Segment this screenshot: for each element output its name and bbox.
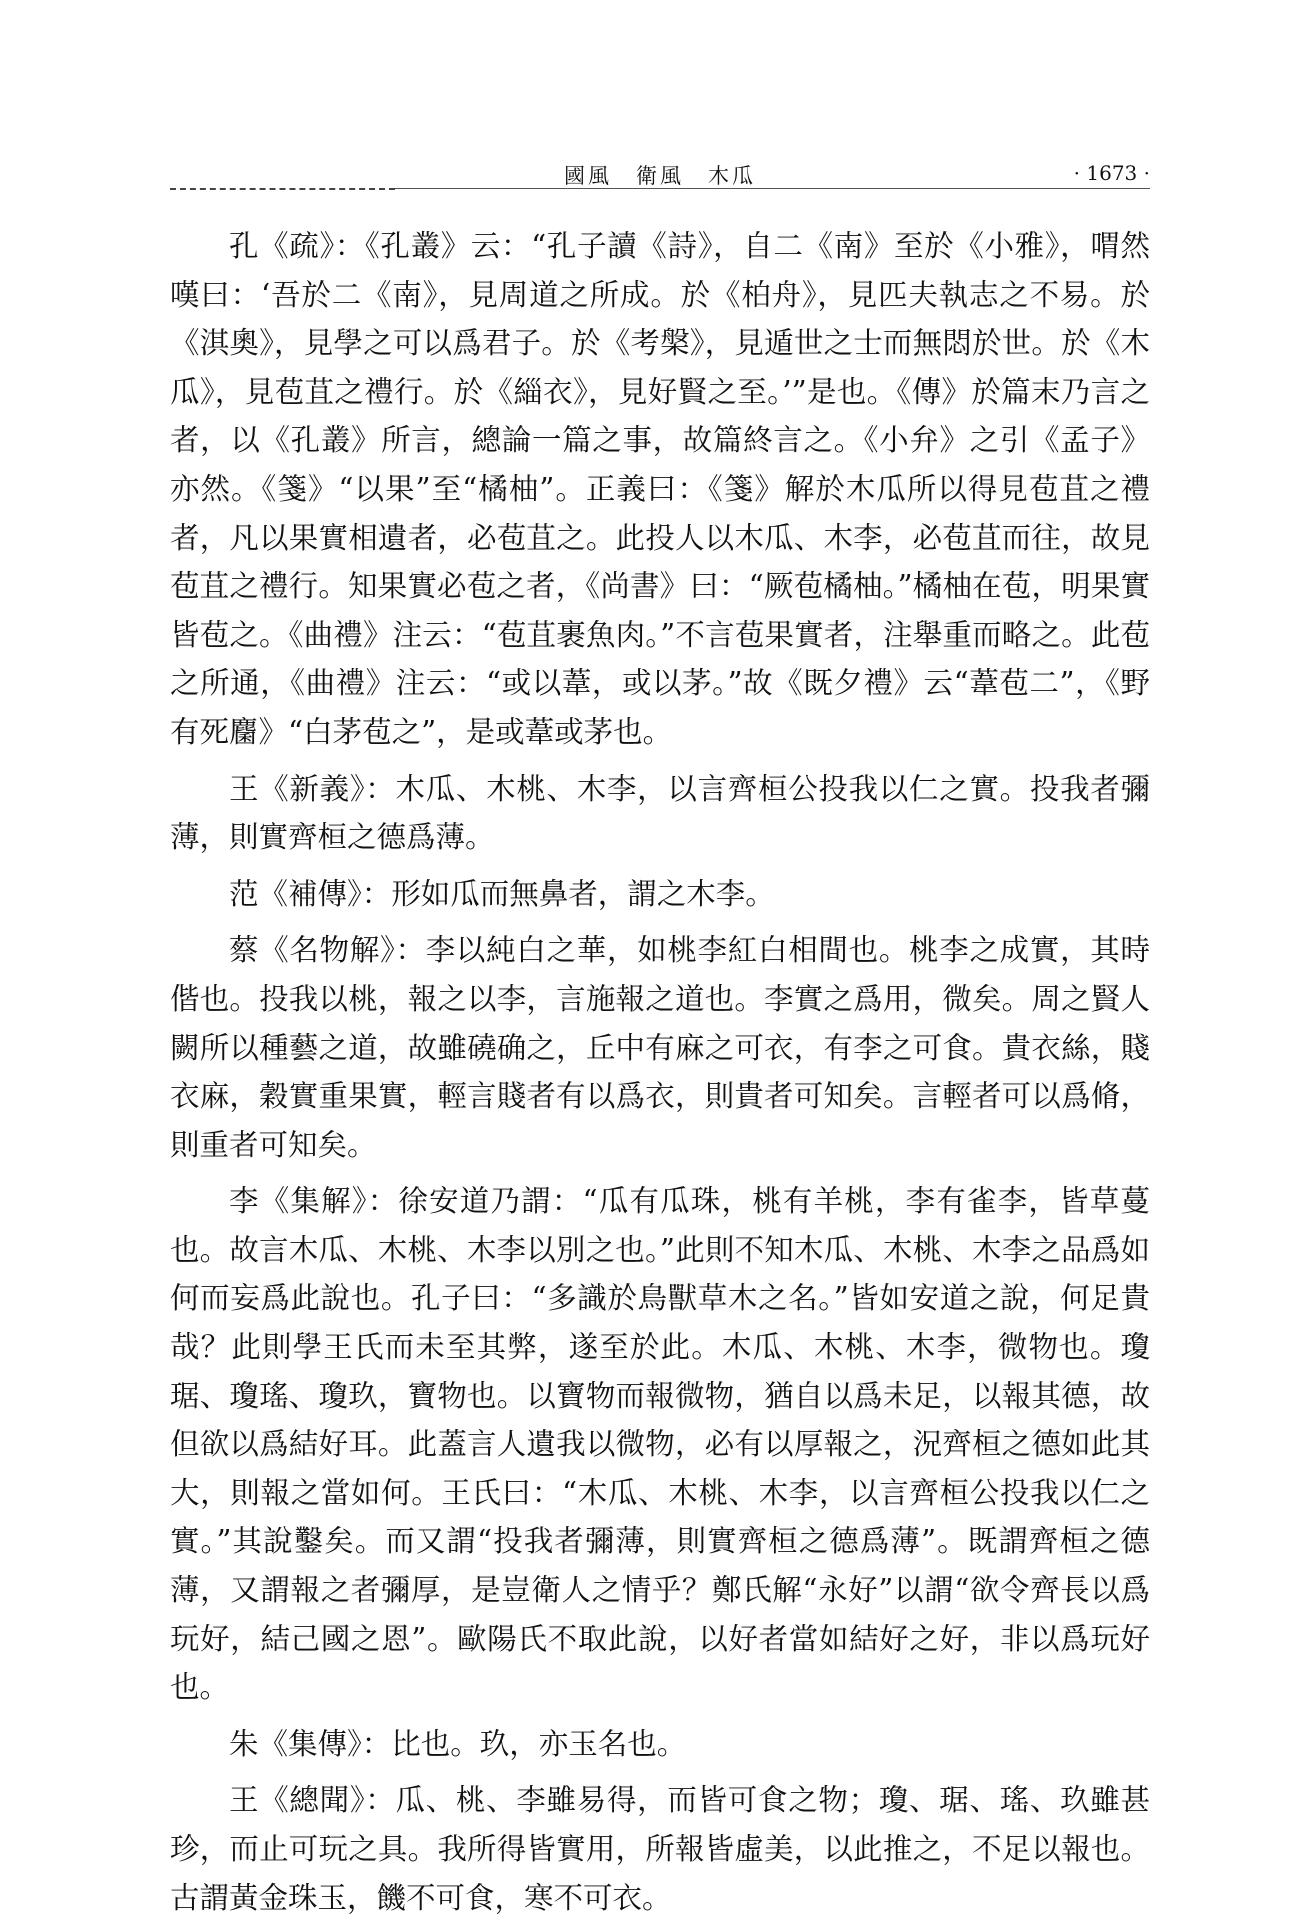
page-number: · 1673 · — [1073, 161, 1150, 185]
header-rule-dashed — [170, 188, 395, 190]
paragraph-zhu-jizhuan: 朱《集傳》：比也。玖，亦玉名也。 — [229, 1726, 687, 1761]
main-text — [170, 222, 1150, 1930]
paragraph-fan-buzhuan: 范《補傳》：形如瓜而無鼻者，謂之木李。 — [229, 876, 775, 911]
paragraph-kong-shu: 孔《疏》：《孔叢》云：“孔子讀《詩》，自二《南》至於《小雅》，喟然嘆曰：‘吾於二《南》，見周道之所成。於《柏舟》，見匹夫執志之不易。於《淇奧》，見學之可以爲君子。於《考槃》，見遁世之士而無悶於世。於《木瓜》，見苞苴之禮行。於《緇衣》，見好賢之至。’”是也。《傳》於篇末乃言之者，以《孔叢》所言，總論一篇之事，故篇終言之。《小弁》之引《孟子》亦然。《箋》“以果”至“橘柚”。正義曰：《箋》解於木瓜所以得見苞苴之禮者，凡以果實相遺者，必苞苴之。此投人以木瓜、木李，必苞苴而往，故見苞苴之禮行。知果實必苞之者，《尚書》曰：“厥苞橘柚。”橘柚在苞，明果實皆苞之。《曲禮》注云：“苞苴裹魚肉。”不言苞果實者，注舉重而略之。此苞之所通，《曲禮》注云：“或以葦，或以茅。”故《既夕禮》云“葦苞二”，《野有死麕》“白茅苞之”，是或葦或茅也。 — [170, 229, 1150, 749]
header-rule — [395, 188, 1150, 189]
paragraph-li-jijie: 李《集解》：徐安道乃謂：“瓜有瓜珠，桃有羊桃，李有雀李，皆草蔓也。故言木瓜、木桃、木李以別之也。”此則不知木瓜、木桃、木李之品爲如何而妄爲此說也。孔子曰：“多識於鳥獸草木之名。”皆如安道之說，何足貴哉？此則學王氏而未至其弊，遂至於此。木瓜、木桃、木李，微物也。瓊琚、瓊瑤、瓊玖，寶物也。以寶物而報微物，猶自以爲未足，以報其德，故但欲以爲結好耳。此蓋言人遺我以微物，必有以厚報之，況齊桓之德如此其大，則報之當如何。王氏曰：“木瓜、木桃、木李，以言齊桓公投我以仁之實。”其說鑿矣。而又謂“投我者彌薄，則實齊桓之德爲薄”。既謂齊桓之德薄，又謂報之者彌厚，是豈衛人之情乎？鄭氏解“永好”以謂“欲令齊長以爲玩好，結己國之恩”。歐陽氏不取此說，以好者當如結好之好，非以爲玩好也。 — [170, 1184, 1150, 1705]
paragraph-cai-mingwujie: 蔡《名物解》：李以純白之華，如桃李紅白相間也。桃李之成實，其時偕也。投我以桃，報之以李，言施報之道也。李實之爲用，微矣。周之賢人闕所以種藝之道，故雖磽确之，丘中有麻之可衣，有李之可食。貴衣絲，賤衣麻，穀實重果實，輕言賤者有以爲衣，則貴者可知矣。言輕者可以爲脩，則重者可知矣。 — [170, 933, 1150, 1162]
paragraph-wang-xinyi: 王《新義》：木瓜、木桃、木李，以言齊桓公投我以仁之實。投我者彌薄，則實齊桓之德爲薄。 — [170, 771, 1150, 855]
paragraph-wang-zongwen: 王《總聞》：瓜、桃、李雖易得，而皆可食之物；瓊、琚、瑤、玖雖甚珍，而止可玩之具。我所得皆實用，所報皆虛美，以此推之，不足以報也。古謂黃金珠玉，饑不可食，寒不可衣。 — [170, 1783, 1150, 1915]
running-head — [170, 160, 1150, 196]
chapter-title: 國風 衛風 木瓜 — [564, 164, 756, 188]
